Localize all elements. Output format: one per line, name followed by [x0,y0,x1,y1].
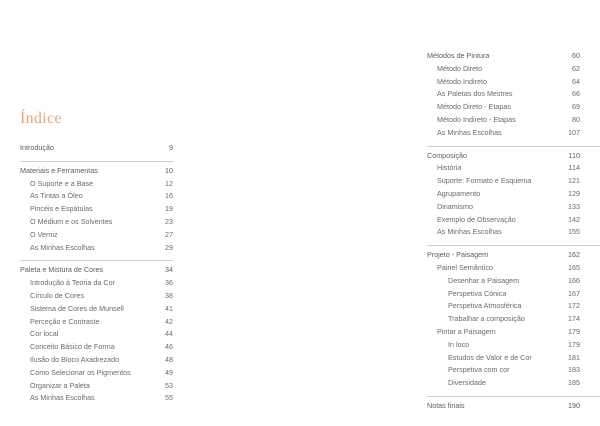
toc-entry-label: Notas finais [427,400,465,410]
toc-entry-page-number: 41 [165,303,173,313]
toc-entry[interactable] [427,352,580,365]
toc-entry-label: História [437,163,462,173]
toc-entry-page-number: 69 [572,102,580,112]
toc-entry[interactable] [427,377,580,390]
toc-entry-page-number: 36 [165,278,173,288]
toc-entry-page-number: 142 [568,214,580,224]
toc-entry-page-number: 23 [165,216,173,226]
toc-entry-page-number: 107 [568,127,580,137]
toc-entry-label: O Médium e os Solventes [30,216,113,226]
toc-entry[interactable] [427,288,580,301]
toc-entry-label: Perceção e Contraste [30,316,100,326]
toc-entry-page-number: 46 [165,342,173,352]
toc-entry[interactable] [427,249,580,262]
toc-entry-label: O Verniz [30,229,58,239]
toc-entry[interactable] [427,313,580,326]
toc-entry-page-number: 60 [572,51,580,60]
toc-entry-label: Perspetiva Atmosférica [448,301,522,311]
toc-right-column [427,50,600,413]
toc-entry-label: Paleta e Mistura de Cores [20,265,104,275]
toc-entry-label: In loco [448,339,470,349]
toc-entry-page-number: 110 [568,150,580,160]
toc-entry-page-number: 44 [165,329,173,339]
toc-entry[interactable] [427,127,580,140]
toc-entry-label: Suporte: Formato e Esquema [437,176,532,186]
toc-entry[interactable] [427,76,580,89]
toc-entry[interactable] [20,290,173,303]
index-title: Índice [20,110,62,127]
toc-entry-page-number: 179 [568,339,580,349]
toc-entry-page-number: 62 [572,63,580,73]
toc-entry-label: Exemplo de Observação [437,214,516,224]
toc-entry-label: Dinamismo [437,201,473,211]
toc-entry-label: As Tintas a Óleo [30,191,83,201]
toc-entry-label: As Minhas Escolhas [437,227,502,237]
toc-entry-label: Introdução à Teoria da Cor [30,278,115,288]
toc-entry[interactable] [427,50,580,63]
toc-entry[interactable] [427,364,580,377]
toc-entry[interactable] [20,277,173,290]
toc-entry[interactable] [20,229,173,242]
toc-entry-label: Materiais e Ferramentas [20,165,98,175]
toc-section [20,161,173,255]
toc-entry[interactable] [20,242,173,255]
toc-section [20,260,173,405]
right-page [300,0,600,426]
toc-entry[interactable] [20,367,173,380]
toc-entry-label: Método Direto - Etapas [437,102,511,112]
toc-entry-label: O Suporte e a Base [30,178,94,188]
toc-entry-page-number: 162 [568,250,580,260]
toc-entry[interactable] [20,216,173,229]
toc-entry[interactable] [427,300,580,313]
toc-entry-label: Diversidade [448,378,486,388]
toc-entry[interactable] [427,101,580,114]
toc-entry[interactable] [427,63,580,76]
toc-entry-label: Trabalhar a composição [448,314,525,324]
toc-section [427,245,600,390]
toc-entry[interactable] [20,264,173,277]
toc-entry-label: Perspetiva com cor [448,365,510,375]
toc-entry[interactable] [20,354,173,367]
toc-entry-label: Conceito Básico de Forma [30,342,115,352]
toc-entry-label: Cor local [30,329,59,339]
toc-entry[interactable] [427,214,580,227]
toc-entry-page-number: 172 [568,301,580,311]
toc-entry[interactable] [427,326,580,339]
toc-entry[interactable] [20,328,173,341]
toc-entry-page-number: 165 [568,262,580,272]
toc-entry-page-number: 9 [169,143,173,152]
toc-entry-label: Pincéis e Espátulas [30,204,93,214]
toc-entry-label: As Minhas Escolhas [437,127,502,137]
toc-entry-label: As Minhas Escolhas [30,242,95,252]
toc-entry-page-number: 29 [165,242,173,252]
toc-entry-label: Organizar a Paleta [30,380,90,390]
toc-entry-label: Introdução [20,143,54,152]
toc-entry-page-number: 181 [568,352,580,362]
toc-entry-page-number: 12 [165,178,173,188]
toc-entry-page-number: 27 [165,229,173,239]
toc-entry[interactable] [20,303,173,316]
toc-entry[interactable] [20,203,173,216]
toc-entry-label: As Minhas Escolhas [30,393,95,403]
toc-entry[interactable] [427,150,580,163]
toc-entry-page-number: 10 [165,165,173,175]
toc-entry[interactable] [20,380,173,393]
toc-entry-page-number: 121 [568,176,580,186]
toc-entry-label: As Paletas dos Mestres [437,89,513,99]
toc-entry-page-number: 129 [568,188,580,198]
toc-entry-page-number: 55 [165,393,173,403]
toc-entry[interactable] [20,142,173,155]
toc-left-column [20,142,173,405]
toc-entry[interactable] [427,201,580,214]
toc-entry-label: Método Direto [437,63,483,73]
toc-entry[interactable] [427,175,580,188]
toc-entry-label: Sistema de Cores de Munsell [30,303,124,313]
toc-entry-label: Desenhar a Paisagem [448,275,520,285]
toc-entry-page-number: 190 [568,400,580,410]
toc-entry[interactable] [427,400,580,413]
toc-entry-label: Métodos de Pintura [427,51,490,60]
toc-entry-page-number: 42 [165,316,173,326]
toc-entry-page-number: 19 [165,204,173,214]
toc-entry[interactable] [20,178,173,191]
toc-entry-page-number: 49 [165,367,173,377]
toc-entry[interactable] [20,392,173,405]
toc-entry-label: Composição [427,150,467,160]
toc-entry-label: Projeto - Paisagem [427,250,489,260]
toc-entry-page-number: 66 [572,89,580,99]
toc-entry-page-number: 80 [572,114,580,124]
toc-entry-page-number: 166 [568,275,580,285]
toc-entry-page-number: 179 [568,326,580,336]
toc-entry-label: Como Selecionar os Pigmentos [30,367,131,377]
toc-entry-page-number: 38 [165,290,173,300]
toc-entry-page-number: 48 [165,354,173,364]
toc-entry-label: Agrupamento [437,188,481,198]
toc-entry[interactable] [427,88,580,101]
toc-entry[interactable] [427,262,580,275]
toc-entry-page-number: 167 [568,288,580,298]
toc-entry-label: Método Indireto - Etapas [437,114,516,124]
toc-entry-label: Painel Semântico [437,262,493,272]
toc-entry-page-number: 174 [568,314,580,324]
toc-entry[interactable] [427,188,580,201]
toc-entry[interactable] [427,114,580,127]
toc-entry[interactable] [427,162,580,175]
toc-entry-label: Estudos de Valor e de Cor [448,352,532,362]
toc-entry-label: Ilusão do Bloco Axadrezado [30,354,120,364]
toc-section [20,142,173,155]
toc-entry[interactable] [20,341,173,354]
toc-entry-page-number: 64 [572,76,580,86]
toc-entry-page-number: 155 [568,227,580,237]
toc-entry-page-number: 183 [568,365,580,375]
toc-entry-label: Perspetiva Cónica [448,288,507,298]
toc-entry[interactable] [427,339,580,352]
toc-entry[interactable] [20,190,173,203]
toc-entry[interactable] [20,316,173,329]
toc-entry-label: Círculo de Cores [30,290,84,300]
toc-entry[interactable] [427,226,580,239]
toc-section [427,50,600,140]
toc-entry[interactable] [20,165,173,178]
toc-entry-page-number: 16 [165,191,173,201]
toc-entry-page-number: 133 [568,201,580,211]
toc-section [427,146,600,240]
toc-entry-page-number: 53 [165,380,173,390]
toc-entry-label: Pintar a Paisagem [437,326,496,336]
toc-section [427,396,600,413]
toc-entry-page-number: 185 [568,378,580,388]
toc-entry-page-number: 114 [568,163,580,173]
toc-entry[interactable] [427,275,580,288]
toc-entry-page-number: 34 [165,265,173,275]
toc-entry-label: Método Indireto [437,76,487,86]
